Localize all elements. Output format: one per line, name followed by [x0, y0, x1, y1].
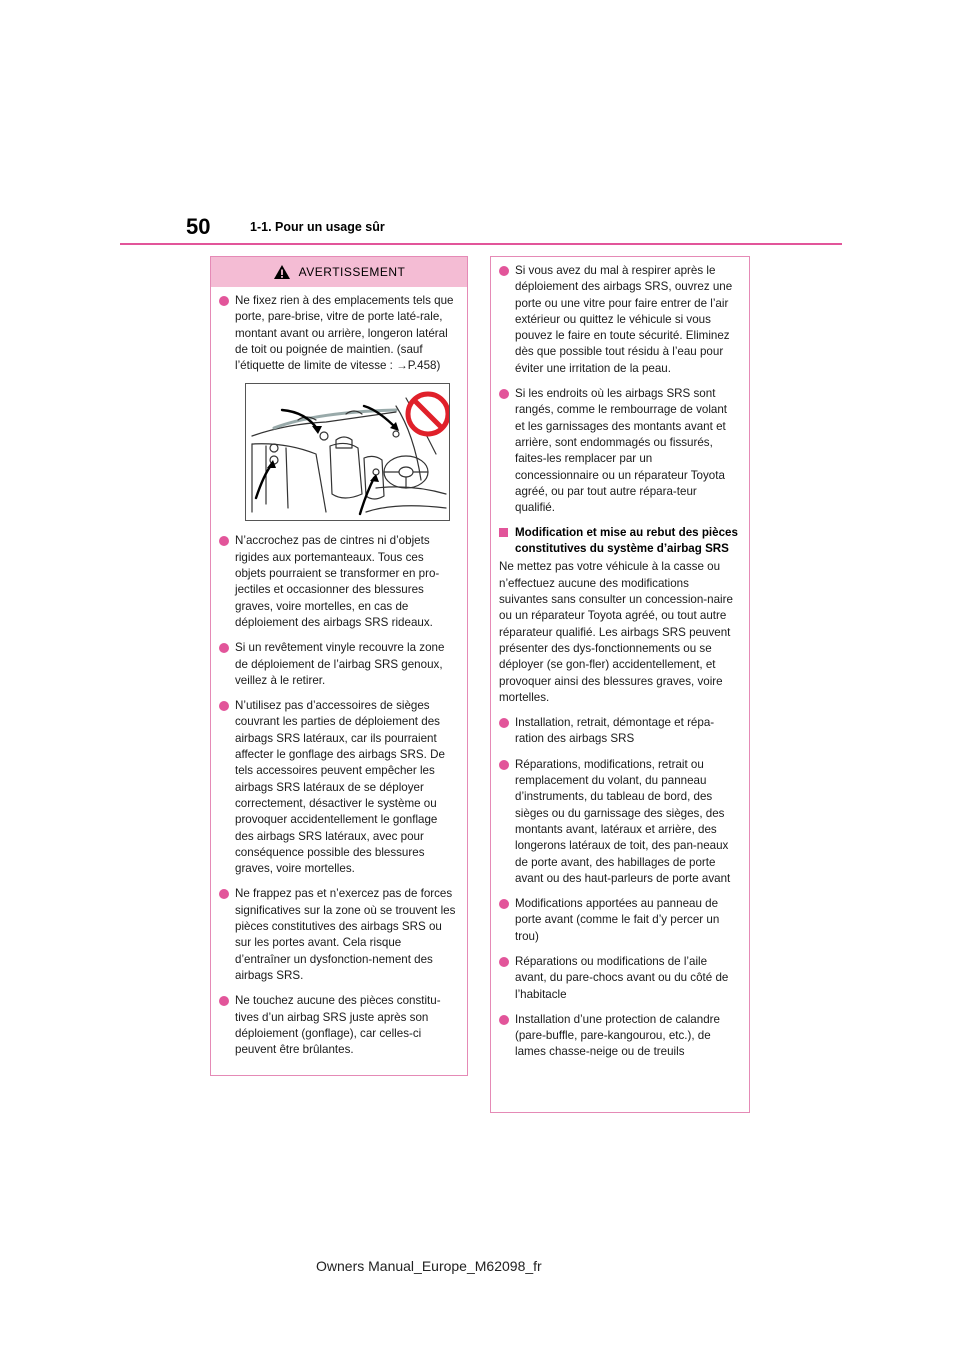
warning-item-text: Si les endroits où les airbags SRS sont rangés, comme le rembourrage de volant et les garnissages des montants avant et arrière, sont endommagés ou fissurés, faites-les remplacer par un concessionnaire ou un réparateur Toyota agréé, ou par tout autre répara-teur qualifié. [515, 387, 728, 515]
warning-item-text: Ne frappez pas et n’exercez pas de forces significatives sur la zone où se trouvent les pièces constitutives des airbags SRS ou sur les portes avant. Cela risque d’entraîner un dysfonction-nement des airbags SRS. [235, 887, 456, 982]
bullet-icon [499, 266, 509, 276]
prohibition-sign-icon [408, 394, 448, 434]
modification-item [499, 715, 739, 748]
modification-item [499, 954, 739, 1003]
warning-item [219, 886, 457, 984]
square-bullet-icon [499, 528, 508, 537]
warning-triangle-icon [273, 264, 291, 280]
modification-item [499, 896, 739, 945]
bullet-icon [499, 389, 509, 399]
bullet-icon [219, 296, 229, 306]
footer-document-id: Owners Manual_Europe_M62098_fr [316, 1258, 542, 1274]
warning-item-text: Si un revêtement vinyle recouvre la zone de déploiement de l’airbag SRS genoux, veillez à le retirer. [235, 641, 445, 687]
right-content [491, 257, 749, 1061]
modification-item-text: Modifications apportées au panneau de porte avant (comme le fait d’y percer un trou) [515, 897, 720, 943]
warning-item [219, 640, 457, 689]
bullet-icon [219, 701, 229, 711]
bullet-icon [219, 889, 229, 899]
subsection-heading-text: Modification et mise au rebut des pièces constitutives du système d’airbag SRS [515, 526, 738, 556]
warning-item-text: N’accrochez pas de cintres ni d’objets rigides aux portemanteaux. Tous ces objets pourraient se transformer en pro-jectiles et occasionner des blessures graves, voire mortelles, en cas de déploiement des airbags SRS rideaux. [235, 534, 440, 629]
bullet-icon [499, 718, 509, 728]
modification-item-text: Installation d’une protection de calandre (pare-buffle, pare-kangourou, etc.), de lames chasse-neige ou de treuils [515, 1012, 720, 1059]
warning-item [499, 263, 739, 377]
warning-box [210, 256, 468, 1076]
page-number: 50 [186, 214, 211, 239]
warning-content [211, 287, 467, 1058]
bullet-icon [499, 1015, 509, 1025]
bullet-icon [499, 957, 509, 967]
modification-item [499, 1012, 739, 1061]
bullet-icon [219, 996, 229, 1006]
section-title: 1-1. Pour un usage sûr [250, 220, 385, 234]
warning-item [219, 293, 457, 374]
modification-item-text: Réparations, modifications, retrait ou remplacement du volant, du panneau d’instruments, du tableau de bord, des sièges ou du garnissage des sièges, des montants avant, latéraux et arrière, des longerons latéraux de toit, des pan-neaux de porte avant, des habillages de porte avant ou des haut-parleurs de porte avant [515, 757, 731, 885]
warning-continuation-box [490, 256, 750, 1113]
warning-item-text: N’utilisez pas d’accessoires de sièges couvrant les parties de déploiement des airbags SRS latéraux, car ils pourraient affecter le gonflage des airbags SRS. De tels accessoires peuvent empêcher les airbags SRS latéraux de se déployer correctement, désactiver le système ou provoquer accidentellement le gonflage des airbags SRS latéraux, avec pour conséquence possible des blessures graves, voire mortelles. [235, 699, 445, 876]
header-rule [120, 243, 842, 245]
modification-item-text: Installation, retrait, démontage et répa-ration des airbags SRS [515, 716, 715, 746]
warning-item [219, 698, 457, 877]
bullet-icon [219, 536, 229, 546]
warning-item [499, 386, 739, 516]
warning-title: AVERTISSEMENT [298, 265, 406, 279]
bullet-icon [499, 760, 509, 770]
subsection-heading [499, 525, 739, 557]
modification-item [499, 757, 739, 887]
warning-item-text: Ne touchez aucune des pièces constitu-tives d’un airbag SRS juste après son déploiement (gonflage), car celles-ci peuvent être brûlantes. [235, 994, 441, 1057]
warning-item [219, 993, 457, 1058]
modification-item-text: Réparations ou modifications de l’aile avant, du pare-chocs avant ou du côté de l’habitacle [515, 954, 729, 1001]
bullet-icon [499, 899, 509, 909]
warning-item-text: Ne fixez rien à des emplacements tels que porte, pare-brise, vitre de porte laté-rale, montant avant ou arrière, longeron latéral de toit ou poignée de maintien. (sauf l’étiquette de limite de vitesse : →P.458) [235, 294, 454, 373]
warning-item-text: Si vous avez du mal à respirer après le déploiement des airbags SRS, ouvrez une porte ou une vitre pour faire entrer de l’air extérieur ou quittez le véhicule si vous pouvez le faire en toute sécurité. Eliminez dès que possible tout résidu à l’eau pour éviter une irritation de la peau. [515, 264, 733, 375]
car-interior-illustration [246, 384, 449, 520]
airbag-illustration [245, 383, 450, 521]
warning-header [211, 257, 467, 287]
warning-item [219, 533, 457, 631]
subsection-paragraph: Ne mettez pas votre véhicule à la casse ou n’effectuez aucune des modifications suivantes sans consulter un concession-naire ou un réparateur Toyota agréé, ou tout autre réparateur qualifié. Les airbags SRS peuvent présenter des dys-fonctionnements ou se déployer (se gon-fler) accidentellement, et provoquer ainsi des blessures graves, voire mortelles. [499, 560, 733, 704]
bullet-icon [219, 643, 229, 653]
